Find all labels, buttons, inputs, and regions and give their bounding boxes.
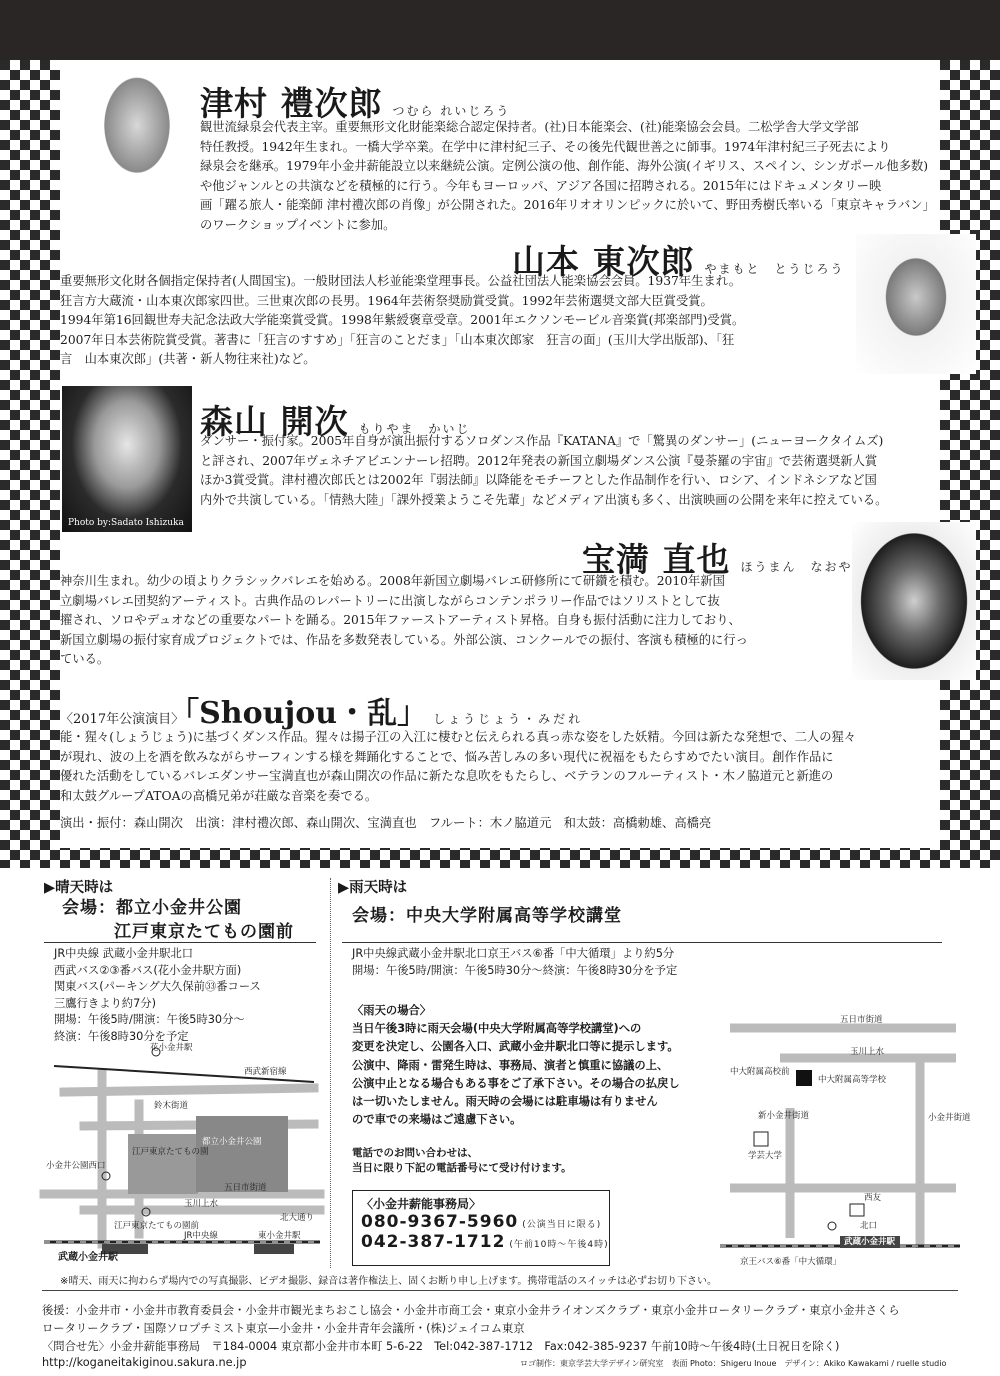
rain-weather-map [720, 1008, 971, 1270]
tel-intro: 電話でのお問い合わせは、 当日に限り下記の電話番号にて受け付けます。 [352, 1147, 572, 1174]
map-label: 北口 [860, 1221, 878, 1231]
map-label: 西武新宿線 [244, 1067, 287, 1077]
map-label: JR中央線 [184, 1231, 218, 1241]
map-label: 小金井公園西口 [46, 1161, 106, 1171]
contact-box [352, 1190, 610, 1266]
map-label: 北大通り [280, 1213, 315, 1223]
phone-2[interactable]: 042-387-1712 (午前10時〜午後4時) [361, 1232, 609, 1252]
map-label: 玉川上水 [184, 1199, 219, 1209]
map-label: 花小金井駅 [150, 1043, 193, 1053]
fine-venue: 会場：都立小金井公園 江戸東京たてもの園前 [62, 898, 294, 942]
program-description: 能・猩々(しょうじょう)に基づくダンス作品。猩々は揚子江の入江に棲むと伝えられる真っ赤な姿をした妖精。今回は新たな発想で、二人の猩々 が現れ、波の上を酒を飲みながらサーフィンする様を舞踊化することで、悩み苦しみの多い現代に祝福をもたらすめでたい演目。創作作品に 優れた活動をしているバレエダンサー宝満直也が森山開次の作品に新たな息吹をもたらし、ベテランのフルーティスト・木ノ脇道元と新進の 和太鼓グループATOAの高橋兄弟が荘厳な音楽を奏でる。 [60, 730, 857, 803]
map-label: 西友 [864, 1193, 882, 1203]
map-label: 武蔵小金井駅 [844, 1237, 896, 1247]
rain-venue: 会場：中央大学附属高等学校講堂 [352, 906, 622, 926]
website-url[interactable]: http://koganeitakiginou.sakura.ne.jp [42, 1356, 247, 1369]
divider [42, 1290, 958, 1291]
portrait-houman [852, 522, 976, 680]
contact-info: 〈問合せ先〉小金井薪能事務局 〒184-0004 東京都小金井市本町 5-6-22 Tel:042-387-1712 Fax:042-385-9237 午前10時〜午後4時(土日祝日を除く) [42, 1340, 840, 1353]
map-label: 五日市街道 [840, 1015, 883, 1025]
map-label: 江戸東京たてもの園前 [114, 1221, 200, 1231]
fine-weather-heading: ▶晴天時は [44, 880, 114, 896]
divider [342, 942, 942, 943]
map-label: 中大附属高校前 [730, 1067, 790, 1077]
office-label: 〈小金井薪能事務局〉 [361, 1197, 482, 1211]
portrait-tsumura [80, 70, 194, 208]
person-bio: 神奈川生まれ。幼少の頃よりクラシックバレエを始める。2008年新国立劇場バレエ研修所にて研鑽を積む。2010年新国 立劇場バレエ団契約アーティスト。古典作品のレパートリーに出演しながらコンテンポラリー作品ではソリストとして抜 擢され、ソロやデュオなどの重要なパートを踊る。2015年ファーストアーティスト昇格。自身も振付活動に注力しており、 新国立劇場の振付家育成プロジェクトでは、作品を多数発表している。外部公演、コンクールでの振付、客演も積極的に行っ ている。 [60, 574, 748, 667]
map-label: 五日市街道 [224, 1183, 267, 1193]
program-heading: 〈2017年公演演目〉「Shoujou・乱」 しょうじょう・みだれ [60, 696, 584, 731]
rain-weather-heading: ▶雨天時は [338, 880, 408, 896]
person-name: 津村 禮次郎 つむら れいじろう [200, 84, 511, 123]
map-label: 中大附属高等学校 [818, 1075, 887, 1085]
rain-notice: 〈雨天の場合〉 当日午後3時に雨天会場(中央大学附属高等学校講堂)への 変更を決定し、公園各入口、武蔵小金井駅北口等に提示します。 公演中、降雨・雷発生時は、事務局、演者と慎重に協議の上、 公演中止となる場合もある事をご了承下さい。その場合の払戻し は一切いたしません。雨天時の会場には駐車場は有りません ので車での来場はご遠慮下さい。 [352, 1004, 680, 1127]
map-label: 玉川上水 [850, 1047, 885, 1057]
map-label: 京王バス⑥番「中大循環」 [740, 1257, 842, 1267]
phone-1[interactable]: 080-9367-5960 (公演当日に限る) [361, 1212, 602, 1232]
portrait-moriyama [62, 386, 192, 532]
fine-weather-map [44, 1044, 320, 1266]
fine-access: JR中央線 武蔵小金井駅北口 西武バス②③番バス(花小金井駅方面) 関東バス(パーキング大久保前㉝番コース 三鷹行きより約7分) 開場：午後5時/開演：午後5時30分〜 終演：午後8時30分を予定 [54, 947, 261, 1043]
map-label: 新小金井街道 [758, 1111, 810, 1121]
person-name: 森山 開次 もりやま かいじ [200, 402, 471, 441]
rain-access: JR中央線武蔵小金井駅北口京王バス⑥番「中大循環」より約5分 開場：午後5時/開演：午後5時30分〜終演：午後8時30分を予定 [352, 947, 678, 977]
person-bio: ダンサー・振付家。2005年自身が演出振付するソロダンス作品『KATANA』で「驚異のダンサー」(ニューヨークタイムズ) と評され、2007年ヴェネチアビエンナーレ招聘。2012年発表の新国立劇場ダンス公演『曼荼羅の宇宙』で芸術選奨新人賞 ほか3賞受賞。津村禮次郎氏とは2002年『弱法師』以降能をモチーフとした作品制作を行い、ロシア、インドネシアなど国 内外で共演している。「情熱大陸」「課外授業ようこそ先輩」などメディア出演も多く、出演映画の公開を来年に控えている。 [200, 434, 888, 507]
map-label: 小金井街道 [928, 1113, 971, 1123]
map-label: 学芸大学 [748, 1151, 783, 1161]
map-label: 東小金井駅 [258, 1231, 301, 1241]
map-label: 鈴木街道 [154, 1101, 189, 1111]
divider [44, 942, 316, 943]
person-name: 宝満 直也 ほうまん なおや [582, 540, 853, 579]
map-label: 江戸東京たてもの園 [132, 1147, 209, 1157]
person-bio: 重要無形文化財各個指定保持者(人間国宝)。一般財団法人杉並能楽堂理事長。公益社団法人能楽協会会員。1937年生まれ。 狂言方大蔵流・山本東次郎家四世。三世東次郎の長男。1964年芸術祭奨励賞受賞。1992年芸術選奨文部大臣賞受賞。 1994年第16回観世寿夫記念法政大学能楽賞受賞。1998年紫綬褒章受章。2001年エクソンモービル音楽賞(邦楽部門)受賞。 2007年日本芸術院賞受賞。著書に「狂言のすすめ」「狂言のことだま」「山本東次郎家 狂言の面」(玉川大学出版部)、「狂 言 山本東次郎」(共著・新人物往来社)など。 [60, 274, 745, 367]
dark-top-band [0, 0, 1000, 60]
sponsors-line-2: ロータリークラブ・国際ソロプチミスト東京—小金井・小金井青年会議所・(株)ジェイコム東京 [42, 1322, 525, 1335]
design-credits: ロゴ制作：東京学芸大学デザイン研究室 表面 Photo：Shigeru Inoue デザイン：Akiko Kawakami / ruelle studio [520, 1359, 947, 1368]
map-label: 都立小金井公園 [202, 1137, 262, 1147]
photo-credit: Photo by:Sadato Ishizuka [68, 518, 184, 528]
person-name: 山本 東次郎 やまもと とうじろう [512, 242, 845, 281]
program-credits: 演出・振付：森山開次 出演：津村禮次郎、森山開次、宝満直也 フルート：木ノ脇道元 和太鼓：高橋勅雄、高橋亮 [60, 816, 712, 830]
sponsors-line-1: 後援：小金井市・小金井市教育委員会・小金井市観光まちおこし協会・小金井市商工会・東京小金井ライオンズクラブ・東京小金井ロータリークラブ・東京小金井さくら [42, 1304, 900, 1317]
column-divider [330, 878, 331, 1268]
person-bio: 観世流緑泉会代表主宰。重要無形文化財能楽総合認定保持者。(社)日本能楽会、(社)能楽協会会員。二松学舎大学文学部 特任教授。1942年生まれ。一橋大学卒業。在学中に津村紀三子、その後先代観世善之に師事。1974年津村紀三子死去により 緑泉会を継承。1979年小金井薪能設立以来継続公演。定例公演の他、創作能、海外公演(イギリス、スペイン、シンガポール他多数) や他ジャンルとの共演などを積極的に行う。今年もヨーロッパ、アジア各国に招聘される。2015年にはドキュメンタリー映 画「躍る旅人・能楽師 津村禮次郎の肖像」が公開された。2016年リオオリンピックに於いて、野田秀樹氏率いる「東京キャラバン」 のワークショップイベントに参加。 [200, 120, 935, 232]
footnote: ※晴天、雨天に拘わらず場内での写真撮影、ビデオ撮影、録音は著作権法上、固くお断り申し上げます。携帯電話のスイッチは必ずお切り下さい。 [60, 1276, 717, 1287]
portrait-yamamoto [856, 234, 976, 374]
map-label: 武蔵小金井駅 [58, 1252, 118, 1263]
